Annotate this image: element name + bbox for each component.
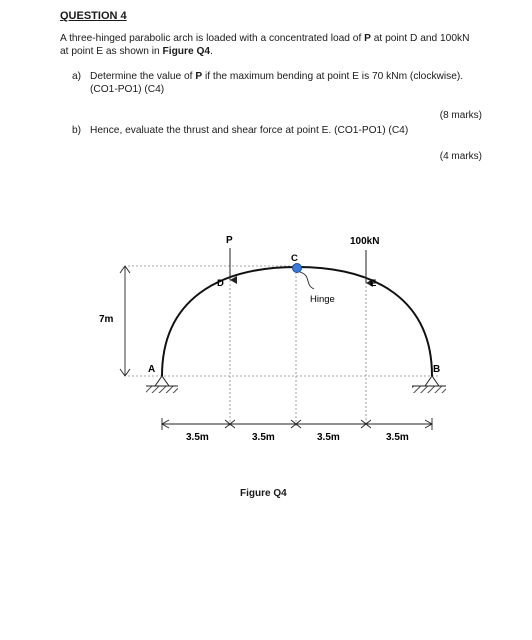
- load-p-label: P: [226, 235, 233, 246]
- hinge-c-icon: [293, 264, 302, 273]
- intro-text-1: A three-hinged parabolic arch is loaded with a concentrated load of: [60, 33, 365, 44]
- part-a-load-p: P: [195, 71, 203, 82]
- span-dimension: [162, 418, 432, 430]
- part-a-marks: (8 marks): [439, 110, 482, 121]
- hinge-label: Hinge: [310, 294, 335, 305]
- height-dimension: [120, 266, 130, 376]
- span-label-2: 3.5m: [252, 432, 275, 443]
- figure-caption: Figure Q4: [240, 488, 287, 499]
- point-a-label: A: [148, 364, 156, 375]
- intro-text-3: .: [210, 46, 213, 57]
- load-100kn-label: 100kN: [350, 236, 380, 247]
- question-heading: QUESTION 4: [60, 10, 127, 22]
- support-a-icon: [146, 376, 178, 393]
- part-b-marks: (4 marks): [439, 151, 482, 162]
- part-a-label: a): [72, 71, 82, 82]
- span-label-3: 3.5m: [317, 432, 340, 443]
- span-label-1: 3.5m: [186, 432, 209, 443]
- part-b-text: Hence, evaluate the thrust and shear force at point E. (CO1-PO1) (C4): [90, 125, 409, 136]
- part-b-label: b): [72, 125, 82, 136]
- support-b-icon: [412, 376, 446, 393]
- height-label: 7m: [99, 314, 114, 325]
- intro-text-2: at point D and 100kN at point E as shown in: [60, 33, 470, 57]
- hinge-leader-line: [300, 272, 314, 289]
- part-a-text-2: if the maximum bending at point E is 70 kNm (clockwise). (CO1-PO1) (C4): [90, 71, 464, 95]
- point-d-label: D: [217, 278, 224, 289]
- point-e-label: E: [370, 278, 377, 289]
- intro-load-p: P: [364, 33, 371, 44]
- point-c-label: C: [291, 253, 298, 264]
- span-label-4: 3.5m: [386, 432, 409, 443]
- point-b-label: B: [433, 364, 441, 375]
- intro-figure-ref: Figure Q4: [162, 46, 211, 57]
- arch-curve: [162, 267, 432, 376]
- part-a-text-1: Determine the value of: [90, 71, 196, 82]
